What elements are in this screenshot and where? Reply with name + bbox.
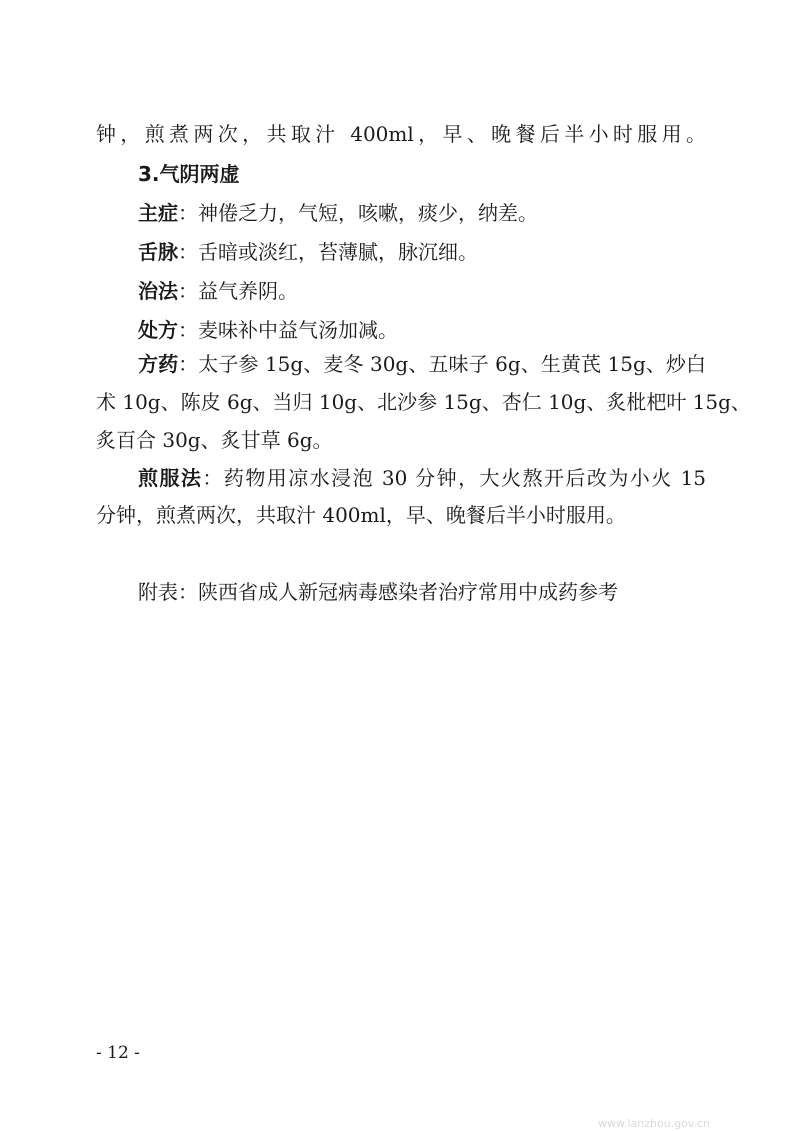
section-heading: 3.气阴两虚 bbox=[138, 162, 240, 186]
paragraph-herbs-line-1 bbox=[138, 350, 706, 378]
page-number: - 12 - bbox=[96, 1043, 140, 1063]
text-line-continuation bbox=[96, 120, 706, 148]
label-treatment-method: 治法 bbox=[138, 279, 178, 303]
text-decoction: ：药物用凉水浸泡 30 分钟，大火熬开后改为小火 15 bbox=[202, 466, 706, 490]
label-prescription: 处方 bbox=[138, 318, 178, 342]
text-herbs: ：太子参 15g、麦冬 30g、五味子 6g、生黄芪 15g、炒白 bbox=[178, 352, 706, 376]
text-tongue-pulse: ：舌暗或淡红，苔薄腻，脉沉细。 bbox=[178, 240, 478, 264]
watermark: www.lanzhou.gov.cn bbox=[598, 1117, 711, 1130]
paragraph-text: 钟，煎煮两次，共取汁 400ml，早、晚餐后半小时服用。 bbox=[96, 122, 706, 146]
label-tongue-pulse: 舌脉 bbox=[138, 240, 178, 264]
text-treatment-method: ：益气养阴。 bbox=[178, 279, 298, 303]
text-main-symptoms: ：神倦乏力，气短，咳嗽，痰少，纳差。 bbox=[178, 201, 538, 225]
paragraph-main-symptoms bbox=[138, 199, 538, 227]
paragraph-prescription bbox=[138, 316, 398, 344]
label-main-symptoms: 主症 bbox=[138, 201, 178, 225]
appendix-reference: 附表：陕西省成人新冠病毒感染者治疗常用中成药参考 bbox=[138, 580, 618, 604]
paragraph-treatment-method bbox=[138, 277, 298, 305]
label-herbs: 方药 bbox=[138, 352, 179, 376]
paragraph-decoction-line-1 bbox=[138, 464, 706, 492]
text-prescription: ：麦味补中益气汤加减。 bbox=[178, 318, 398, 342]
paragraph-tongue-pulse bbox=[138, 238, 478, 266]
label-decoction: 煎服法 bbox=[138, 466, 203, 490]
paragraph-herbs-line-2: 术 10g、陈皮 6g、当归 10g、北沙参 15g、杏仁 10g、炙枇杷叶 15g、 bbox=[96, 390, 751, 414]
paragraph-decoction-line-2: 分钟，煎煮两次，共取汁 400ml，早、晚餐后半小时服用。 bbox=[96, 503, 626, 527]
paragraph-herbs-line-3: 炙百合 30g、炙甘草 6g。 bbox=[96, 428, 333, 452]
